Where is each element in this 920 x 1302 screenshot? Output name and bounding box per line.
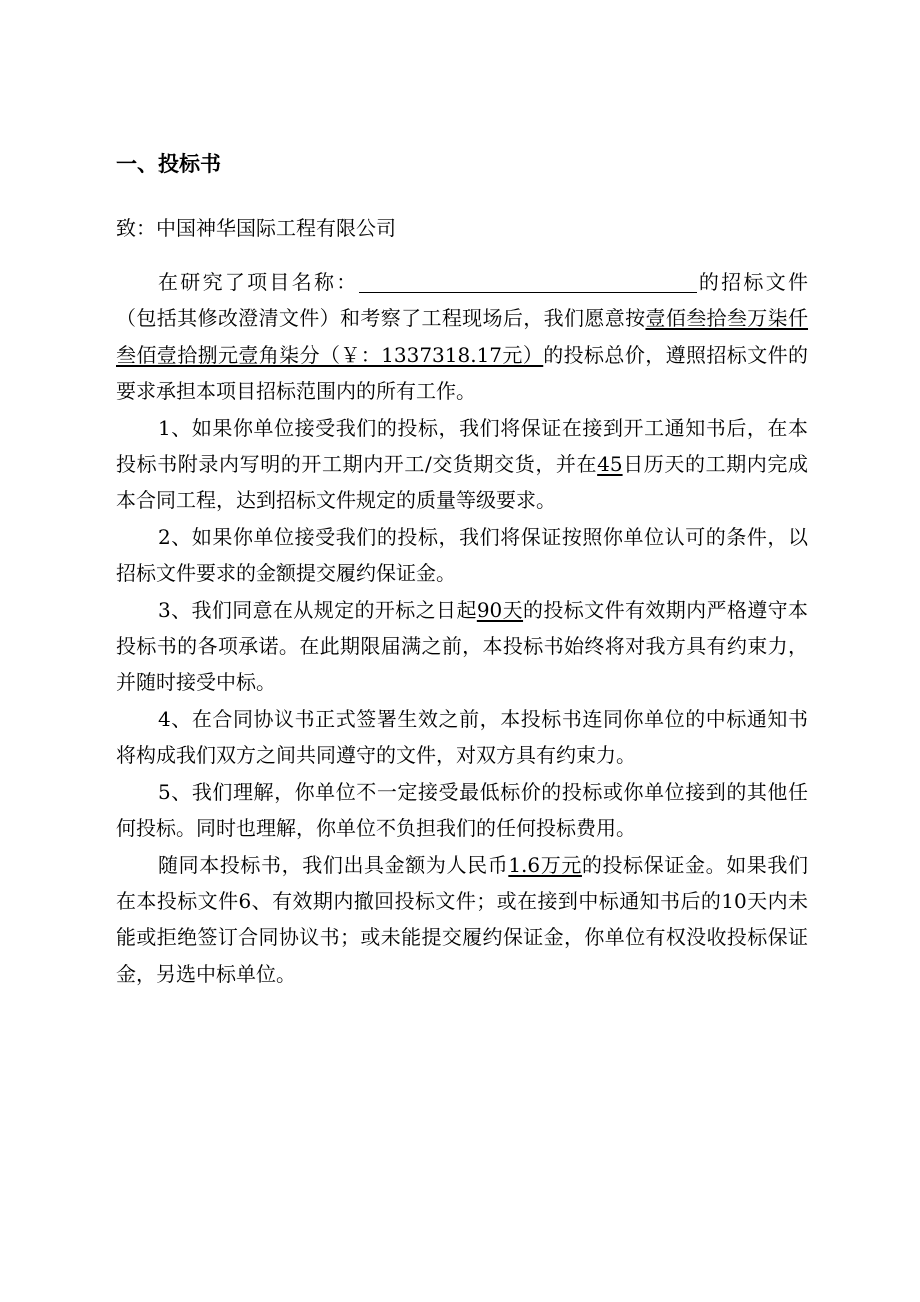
- clause-1-closing-text: 日历天的工期内完成本合同工程，达到招标文件规定的质量等级要求。: [116, 452, 808, 513]
- project-name-blank[interactable]: [359, 270, 697, 293]
- intro-lead-text: 在研究了项目名称：: [158, 270, 359, 294]
- intro-paragraph: [116, 264, 808, 410]
- clause-4-paragraph: 4、在合同协议书正式签署生效之前，本投标书连同你单位的中标通知书将构成我们双方之间共同遵守的文件，对双方具有约束力。: [116, 706, 808, 768]
- bid-validity-period: 90天: [476, 597, 524, 622]
- bid-bond-amount: 1.6万元: [508, 852, 582, 877]
- section-heading: 一、投标书: [116, 152, 221, 176]
- clause-3-closing-text: 的投标文件有效期内严格遵守本投标书的各项承诺。在此期限届满之前，本投标书始终将对我方具有约束力，并随时接受中标。: [116, 597, 809, 695]
- clause-5-paragraph: 5、我们理解，你单位不一定接受最低标价的投标或你单位接到的其他任何投标。同时也理解，你单位不负担我们的任何投标费用。: [116, 779, 808, 841]
- bid-bond-closing-text: 的投标保证金。如果我们在本投标文件6、有效期内撤回投标文件；或在接到中标通知书后的10天内未能或拒绝签订合同协议书；或未能提交履约保证金，你单位有权没收投标保证金，另选中标单位。: [116, 852, 809, 986]
- intro-closing-text: 的投标总价，遵照招标文件的要求承担本项目招标范围内的所有工作。: [116, 342, 808, 404]
- bid-bond-paragraph: [116, 847, 808, 993]
- clause-2-paragraph: 2、如果你单位接受我们的投标，我们将保证按照你单位认可的条件，以招标文件要求的金额提交履约保证金。: [116, 524, 808, 586]
- clause-3-paragraph: [116, 592, 808, 701]
- intro-middle-text: 的招标文件（包括其修改澄清文件）和考察了工程现场后，我们愿意按: [116, 270, 809, 331]
- tender-letter-body: [116, 264, 808, 992]
- bid-bond-lead-text: 随同本投标书，我们出具金额为人民币: [158, 852, 509, 877]
- clause-1-lead-text: 1、如果你单位接受我们的投标，我们将保证在接到开工通知书后，在本投标书附录内写明的开工期内开工/交货期交货，并在: [116, 415, 808, 477]
- clause-1-paragraph: [116, 410, 808, 519]
- clause-3-lead-text: 3、我们同意在从规定的开标之日起: [158, 597, 477, 622]
- addressee-line: 致：中国神华国际工程有限公司: [116, 216, 396, 240]
- total-bid-price: 壹佰叁拾叁万柒仟叁佰壹拾捌元壹角柒分（￥：1337318.17元）: [116, 306, 809, 367]
- construction-period-days: 45: [597, 452, 623, 477]
